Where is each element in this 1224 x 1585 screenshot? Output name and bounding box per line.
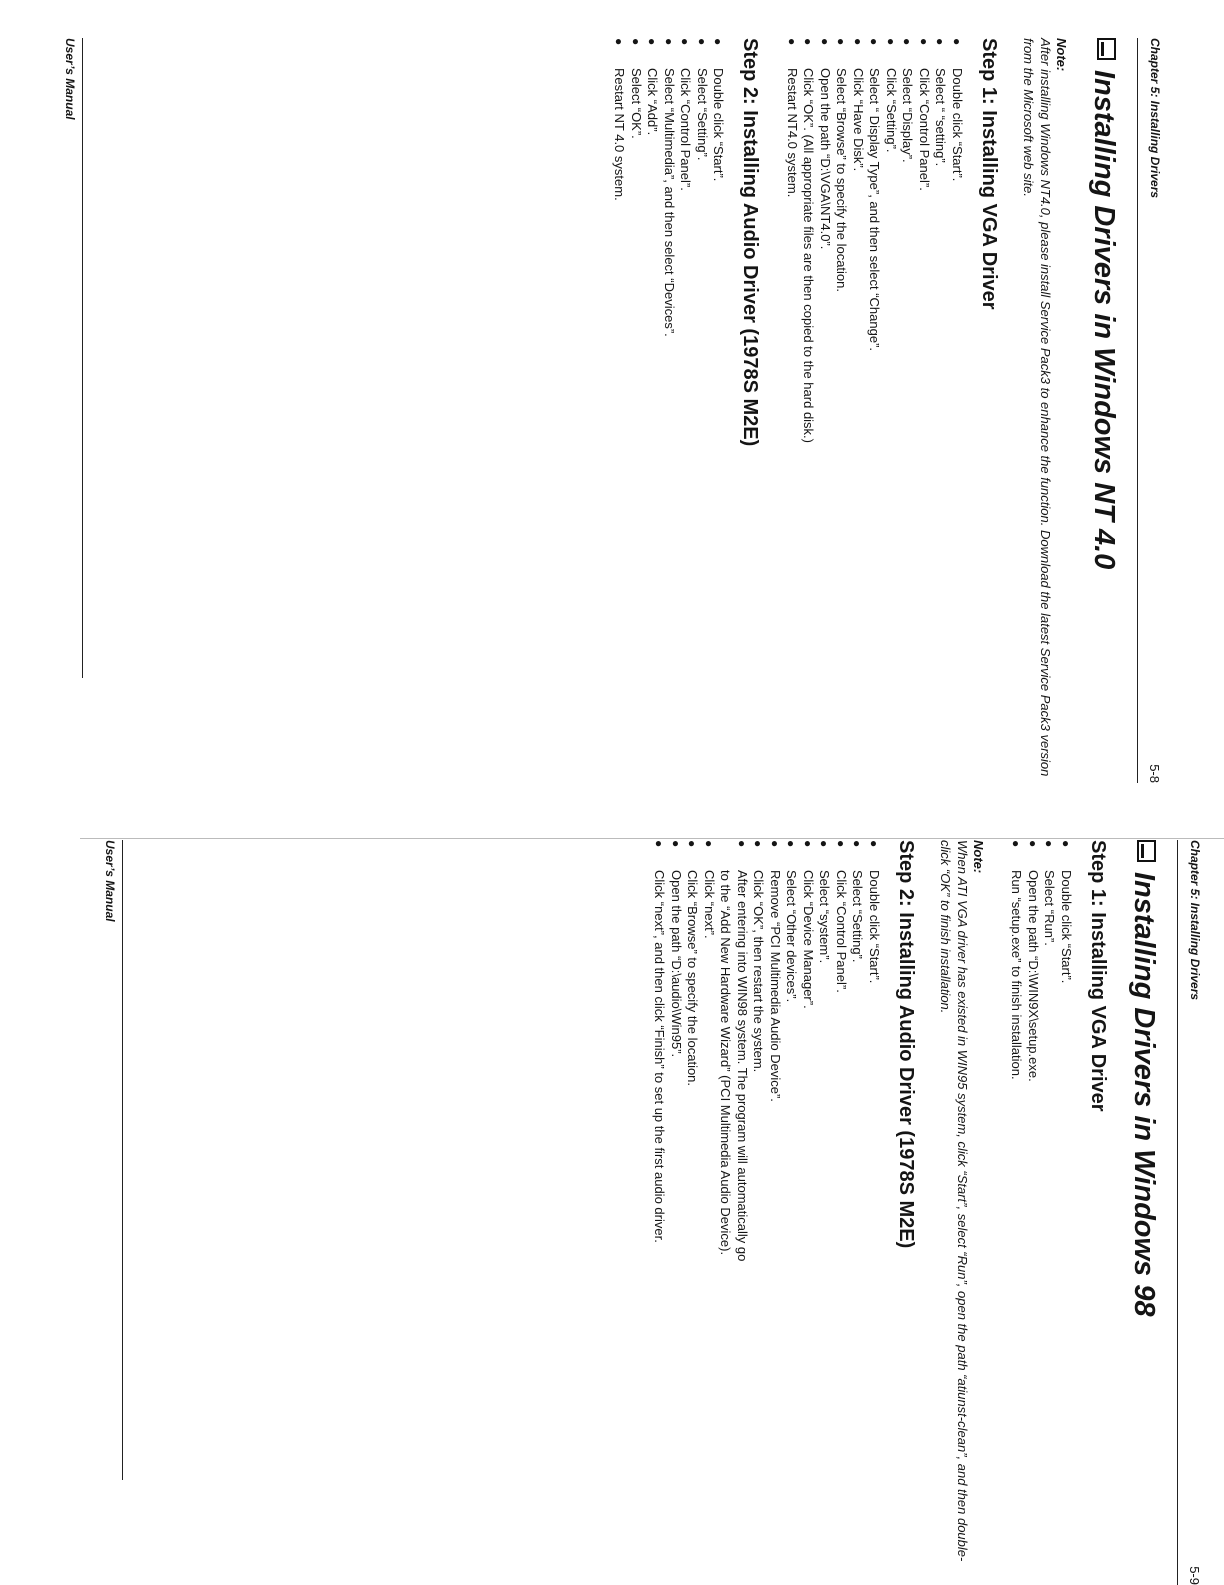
step1-heading: Step 1: Installing VGA Driver: [978, 38, 1000, 310]
step2-list: [611, 38, 727, 783]
list-item: ● Click “Device Manager”.: [800, 840, 817, 1585]
page-footer: User’s Manual: [103, 840, 123, 1480]
section-title: [1087, 38, 1120, 783]
list-item: ● Select “OK”.: [628, 38, 645, 783]
window-icon: [1097, 38, 1116, 60]
step2-heading: Step 2: Installing Audio Driver (1978S M2E): [895, 840, 917, 1249]
page-header: [1137, 38, 1168, 783]
page-content: [629, 840, 1160, 1585]
list-item: ● Remove “PCI Multimedia Audio Device”.: [767, 840, 784, 1585]
note-label: Note:: [1054, 38, 1069, 72]
list-item: ● Double click “Start”.: [710, 38, 727, 783]
list-item: ● Restart NT4.0 system.: [784, 38, 801, 783]
list-item: ● Click “Control Panel”.: [833, 840, 850, 1585]
list-item: ● Select “Setting”.: [849, 840, 866, 1585]
list-item: ● Restart NT 4.0 system.: [611, 38, 628, 783]
list-item: ● Select “Setting”.: [694, 38, 711, 783]
list-item: ● Double click “Start”.: [1058, 840, 1075, 1585]
list-item: ● Click “Setting”.: [883, 38, 900, 783]
manual-page-5-8: [63, 38, 1168, 783]
list-item: ● Select “Run”.: [1041, 840, 1058, 1585]
section-title: [1127, 840, 1160, 1585]
step1-list: [1008, 840, 1074, 1585]
list-item: ● Double click “Start”.: [866, 840, 883, 1585]
note-label: Note:: [971, 840, 986, 874]
list-item: ● Click “Have Disk”.: [850, 38, 867, 783]
list-item: ● Click “next”, and then click “Finish” to set up the first audio driver.: [651, 840, 668, 1585]
list-item: ● Click “Control Panel”.: [916, 38, 933, 783]
step2-heading: Step 2: Installing Audio Driver (1978S M2E): [739, 38, 762, 447]
list-item: ● Click “Browse” to specify the location.: [684, 840, 701, 1585]
note-text: After installing Windows NT4.0, please install Service Pack3 to enhance the function. Download the latest Service Pack3 version from the Microsoft web site.: [1021, 38, 1053, 777]
page-number: 5-8: [1147, 764, 1162, 783]
list-item: ● Select “ “setting”.: [932, 38, 949, 783]
list-item: ● Select “Display”.: [899, 38, 916, 783]
list-item-continuation: to the “Add New Hardware Wizard” (PCI Multimedia Audio Device).: [718, 870, 734, 1256]
page-header: [1177, 840, 1208, 1585]
section-title-text: Installing Drivers in Windows NT 4.0: [1088, 70, 1120, 570]
section-title-text: Installing Drivers in Windows 98: [1128, 872, 1160, 1317]
window-icon: [1137, 840, 1156, 862]
list-item: ● Double click “Start”.: [949, 38, 966, 783]
page-content: [589, 38, 1120, 783]
list-item: ● After entering into WIN98 system. The program will automatically go: [734, 840, 751, 1585]
manual-page-5-9: [103, 840, 1208, 1585]
page-footer: User’s Manual: [63, 38, 83, 678]
note-text: When ATI VGA driver has existed in WIN95 system, click “Start”, select “Run”, open the path “atiunst-clean”, and then double-click “OK” to finish installation.: [938, 840, 970, 1562]
list-item: ● Click “OK”, then restart the system.: [750, 840, 767, 1585]
list-item: ● Open the path “D:\WIN9X\setup.exe.: [1025, 840, 1042, 1585]
chapter-label: Chapter 5: Installing Drivers: [1188, 840, 1202, 1001]
list-item: ● Select “system”.: [816, 840, 833, 1585]
list-item: ● Select “ Display Type”, and then select “Change”.: [866, 38, 883, 783]
list-item: ● Select “Multimedia”, and then select “Devices”.: [661, 38, 678, 783]
page-number: 5-9: [1187, 1566, 1202, 1585]
step1-list: [784, 38, 966, 783]
page-divider: [80, 838, 1224, 839]
list-item: ● Select “Other devices”.: [783, 840, 800, 1585]
list-item: ● Click “Control Panel”.: [677, 38, 694, 783]
list-item: ● Open the path “D:\VGA\NT4.0”.: [817, 38, 834, 783]
list-item: ● Run “setup.exe” to finish installation.: [1008, 840, 1025, 1585]
chapter-label: Chapter 5: Installing Drivers: [1148, 38, 1162, 199]
list-item: ● Click “Add”.: [644, 38, 661, 783]
list-item: ● Click “next”.: [701, 840, 718, 1585]
list-item: ● Click “OK”. (All appropriate files are then copied to the hard disk.): [800, 38, 817, 783]
list-item: ● Select “Browse” to specify the location.: [833, 38, 850, 783]
step1-heading: Step 1: Installing VGA Driver: [1087, 840, 1109, 1112]
step2-list: [651, 840, 882, 1585]
list-item: ● Open the path “D:\audio\Win95”.: [668, 840, 685, 1585]
